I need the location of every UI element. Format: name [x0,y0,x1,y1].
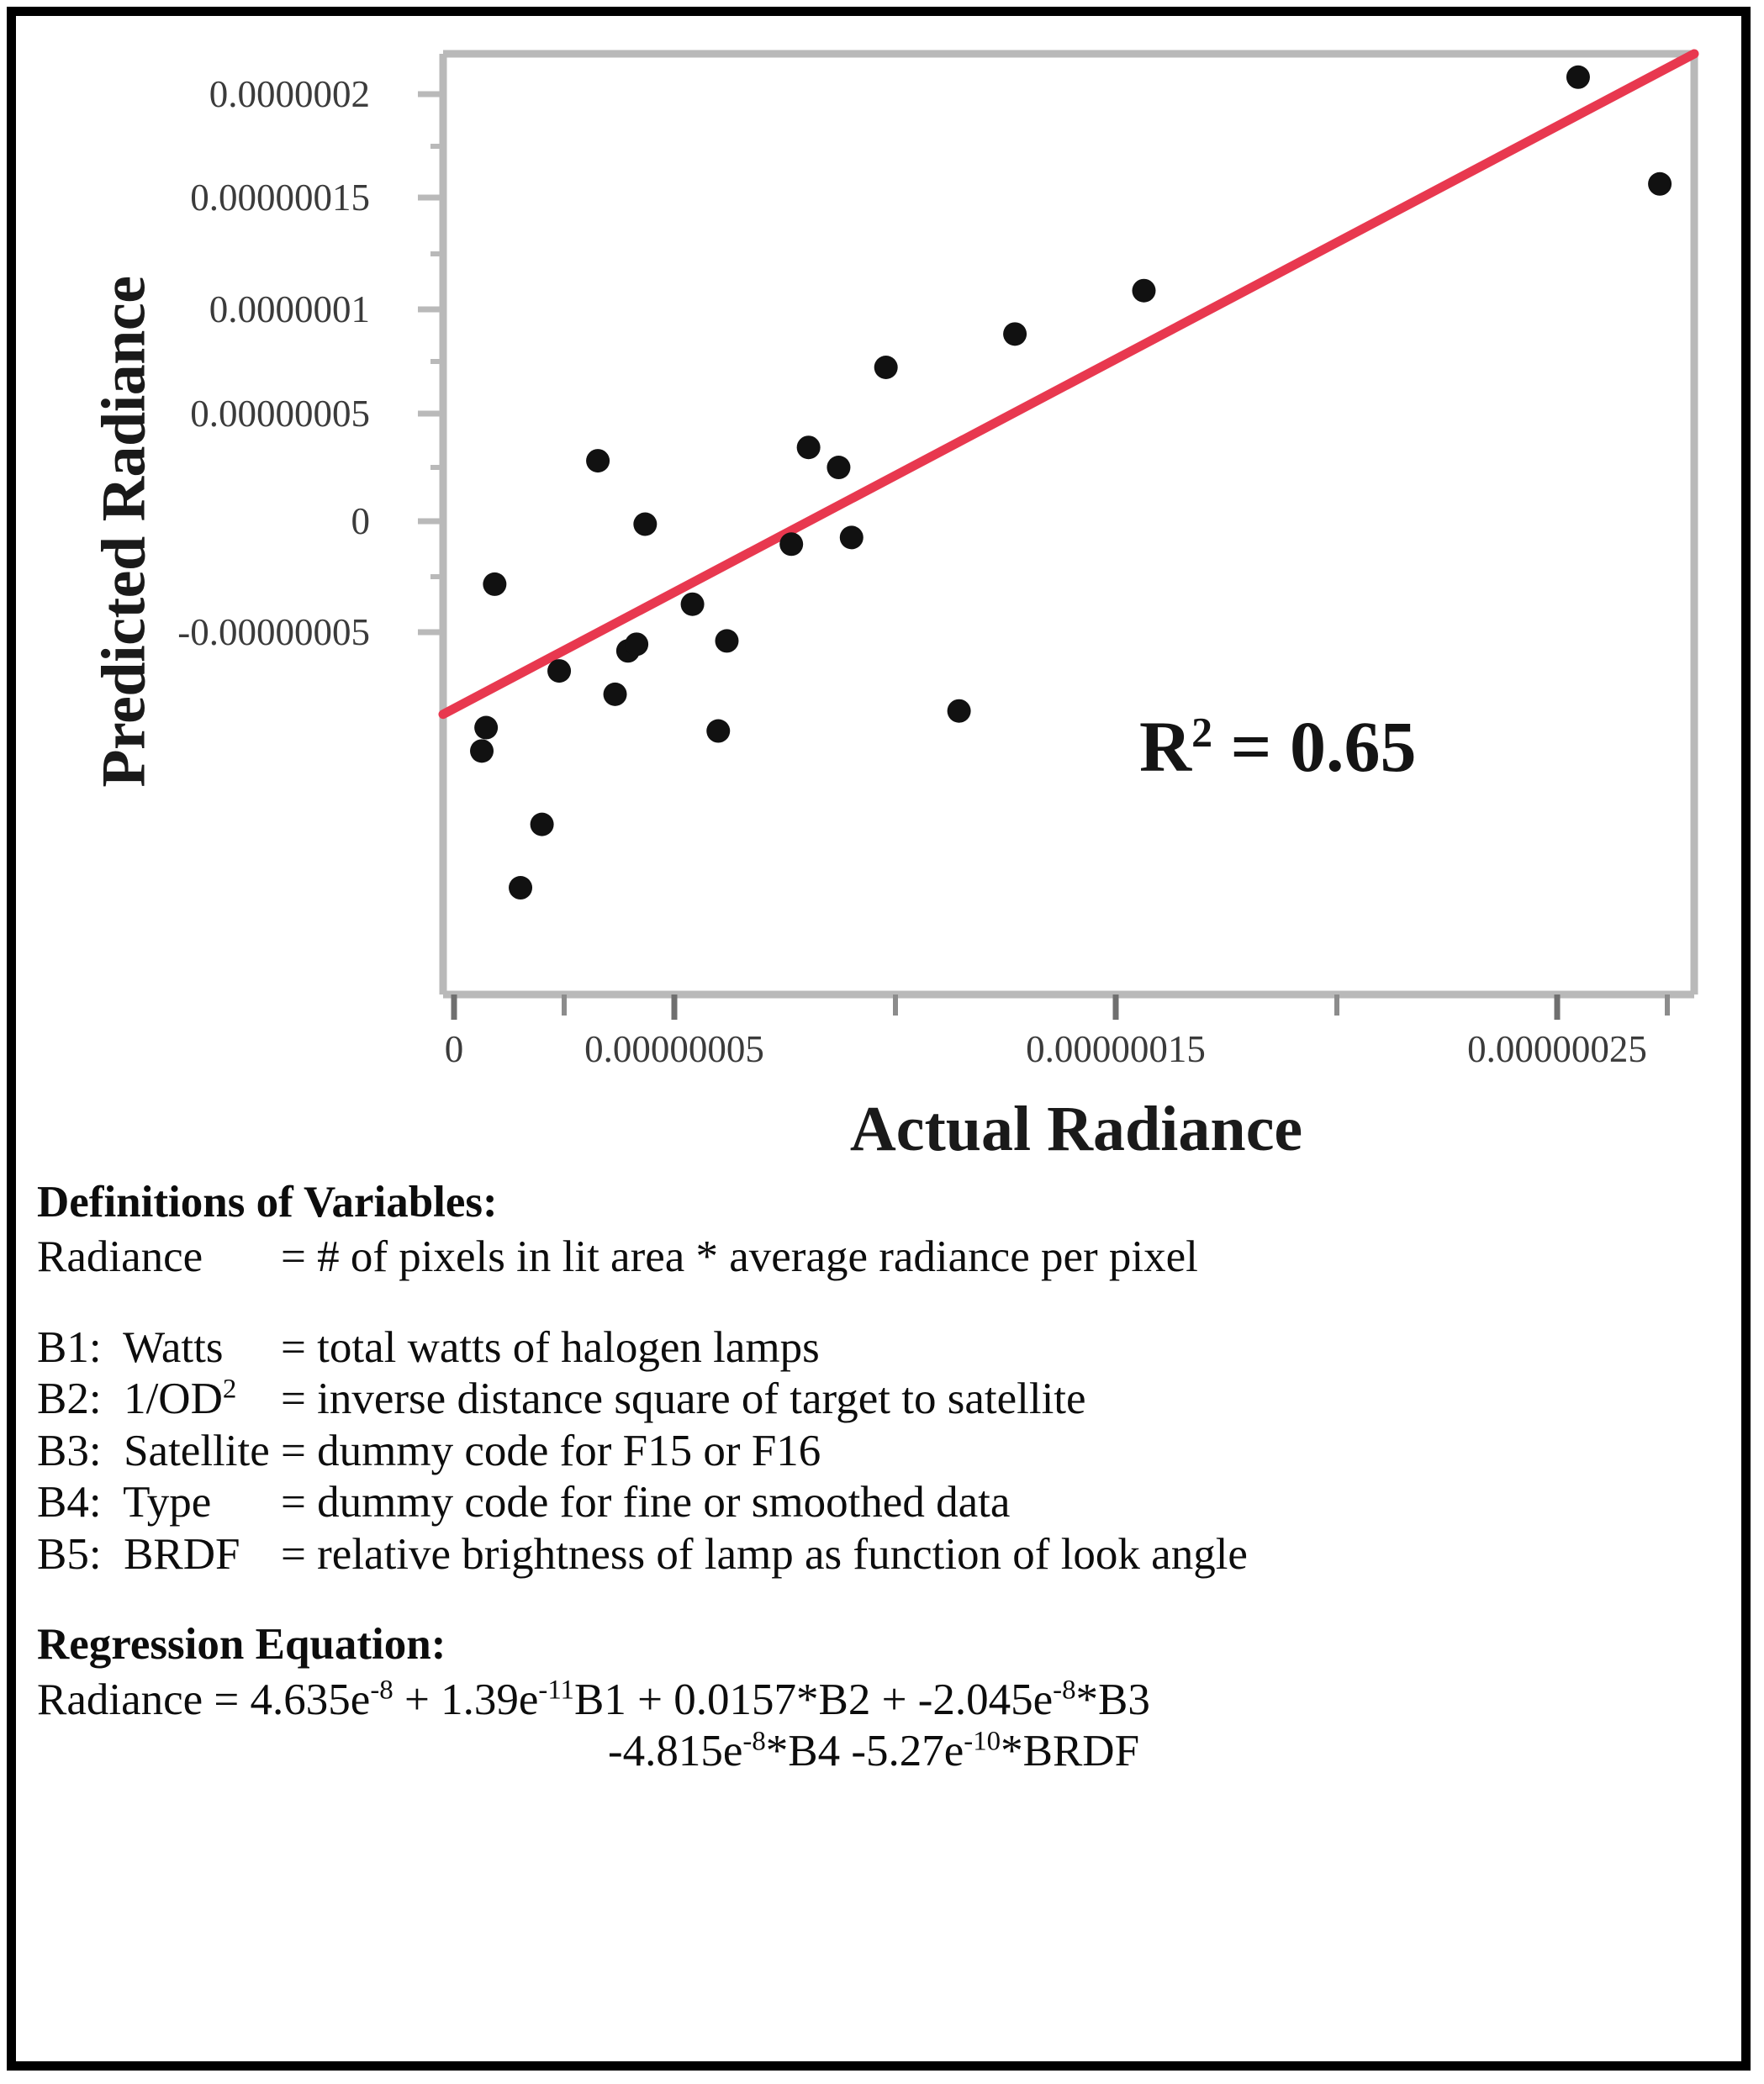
x-tick-label-3: 0.00000025 [1467,1028,1647,1070]
plot-frame [443,54,1694,995]
y-tick-label-2: 0.0000001 [209,288,370,330]
reg-l2-b: *B4 -5.27e [765,1727,964,1776]
scatter-points [470,66,1672,900]
y-tick-label-4: 0 [351,500,370,542]
scatter-point [1648,172,1672,196]
y-tick-label-1: 0.00000015 [190,177,370,219]
reg-l2-a-sup: -8 [742,1726,766,1757]
scatter-point [779,532,803,556]
scatter-point [509,876,532,900]
definition-b3 [37,1426,1710,1477]
scatter-point [840,525,864,549]
reg-l2-a: -4.815e [607,1727,743,1776]
scatter-point [827,456,850,479]
definition-b1-value: = total watts of halogen lamps [281,1322,820,1372]
scatter-point [604,683,627,706]
y-tick-label-0: 0.0000002 [209,73,370,115]
r2-exponent: 2 [1191,709,1213,756]
scatter-point [474,716,498,740]
scatter-point [797,435,821,459]
x-tick-label-0: 0 [444,1028,464,1070]
reg-l2-c: *BRDF [1001,1727,1140,1776]
reg-l1-d: *B3 [1075,1675,1150,1724]
x-tick-label-2: 0.00000015 [1026,1028,1206,1070]
definition-b4-key: B4: Type [37,1478,212,1527]
scatter-point [715,629,738,652]
definition-radiance [37,1232,1710,1283]
scatter-point [948,699,971,723]
spacer-2 [37,1580,1710,1619]
variable-definitions-block [37,1177,1710,1778]
definition-b1-key: B1: Watts [37,1322,224,1372]
reg-l1-b-sup: -11 [538,1675,574,1706]
definition-b2-sup: 2 [222,1374,237,1405]
reg-l1-a: Radiance = 4.635e [37,1675,371,1724]
definition-radiance-key: Radiance [37,1232,203,1282]
y-tick-label-3: 0.00000005 [190,393,370,435]
scatter-point [470,739,494,762]
definition-b2-value: = inverse distance square of target to satellite [281,1374,1086,1424]
spacer-1 [37,1284,1710,1322]
scatter-point [1003,322,1027,346]
x-axis-title: Actual Radiance [849,1094,1303,1164]
reg-l1-b: + 1.39e [393,1675,539,1724]
definition-b2-key: B2: 1/OD [37,1374,223,1424]
definition-b3-value: = dummy code for F15 or F16 [281,1426,821,1475]
scatter-point [633,513,657,536]
reg-l1-a-sup: -8 [370,1675,393,1706]
reg-l2-b-sup: -10 [964,1726,1001,1757]
reg-l1-c: B1 + 0.0157*B2 + -2.045e [573,1675,1054,1724]
scatter-point [531,813,554,836]
definition-b2 [37,1374,1710,1425]
scatter-point [547,659,571,683]
r-squared-annotation [1139,704,1417,789]
scatter-point [681,593,705,616]
regression-equation-line-1 [37,1675,1710,1726]
definition-b1 [37,1322,1710,1374]
definition-radiance-value: = # of pixels in lit area * average radiance per pixel [281,1232,1198,1282]
scatter-point [483,572,506,596]
x-tick-label-1: 0.00000005 [584,1028,764,1070]
definition-b4-value: = dummy code for fine or smoothed data [281,1478,1011,1527]
r2-value: = 0.65 [1230,706,1417,787]
y-axis-title: Predicted Radiance [89,276,159,788]
scatter-point [874,356,898,379]
scatter-point [1132,279,1155,303]
definition-b4 [37,1477,1710,1528]
definitions-heading: Definitions of Variables: [37,1178,498,1227]
regression-heading: Regression Equation: [37,1620,446,1670]
definition-b3-key: B3: Satellite [37,1426,270,1475]
definition-b5-key: B5: BRDF [37,1529,240,1579]
regression-equation-line-2 [37,1726,1710,1777]
r2-prefix: R [1139,706,1192,787]
definition-b5-value: = relative brightness of lamp as function of look angle [281,1529,1248,1579]
reg-l1-c-sup: -8 [1053,1675,1076,1706]
scatter-point [1566,66,1590,89]
definition-b5 [37,1529,1710,1580]
y-tick-label-5: -0.00000005 [177,611,370,653]
scatter-point [706,720,730,743]
trendline [443,54,1694,715]
scatter-point [625,632,648,656]
scatter-point [586,449,610,472]
